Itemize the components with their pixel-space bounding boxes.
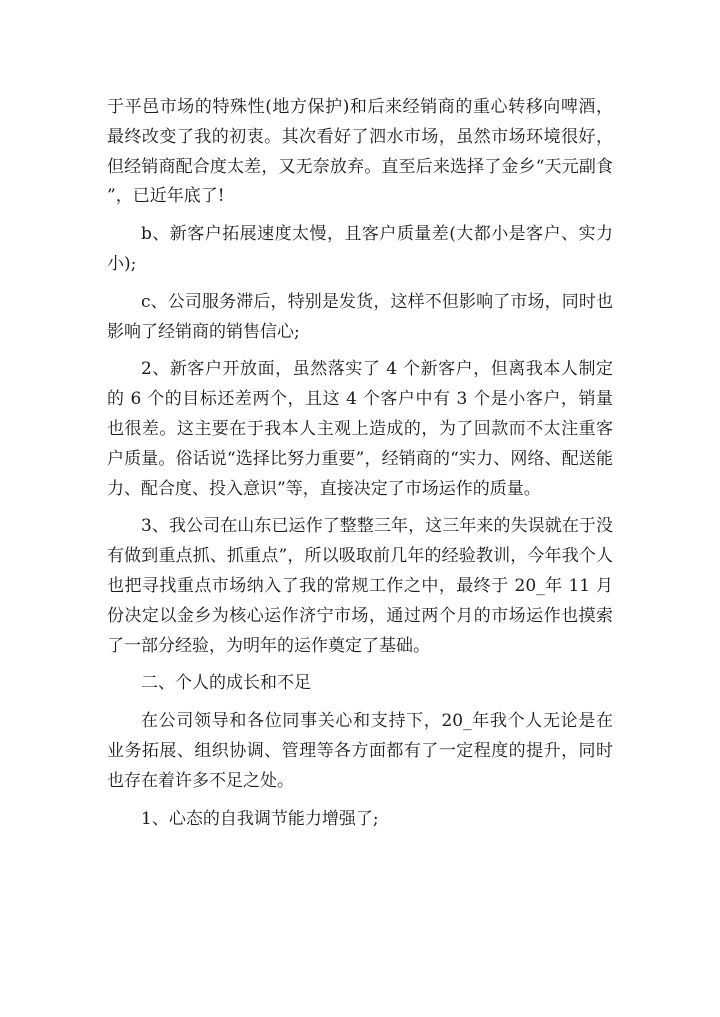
section-heading: 二、个人的成长和不足 <box>141 673 311 694</box>
paragraph-4: 2、新客户开放面，虽然落实了 4 个新客户，但离我本人制定的 6 个的目标还差两个，且这 4 个客户中有 3 个是小客户，销量也很差。这主要在于我本人主观上造成的，为了回款而不太注重客户质量。俗话说“选择比努力重要”，经销商的“实力、网络、配送能力、配合度、投入意识”等，直接决定了市场运作的质量。 <box>107 359 613 499</box>
paragraph-6: 在公司领导和各位同事关心和支持下，20_年我个人无论是在业务拓展、组织协调、管理等各方面都有了一定程度的提升，同时也存在着许多不足之处。 <box>107 711 613 791</box>
paragraph-2: b、新客户拓展速度太慢，且客户质量差(大都小是客户、实力小); <box>107 224 613 274</box>
paragraph-3: c、公司服务滞后，特别是发货，这样不但影响了市场，同时也影响了经销商的销售信心; <box>107 291 613 342</box>
document-body <box>107 93 613 842</box>
paragraph-1: 于平邑市场的特殊性(地方保护)和后来经销商的重心转移向啤酒，最终改变了我的初衷。其次看好了泗水市场，虽然市场环境很好，但经销商配合度太差，又无奈放弃。直至后来选择了金乡“天元副食”，已近年底了! <box>107 97 613 207</box>
paragraph-5: 3、我公司在山东已运作了整整三年，这三年来的失误就在于没有做到重点抓、抓重点”，所以吸取前几年的经验教训，今年我个人也把寻找重点市场纳入了我的常规工作之中，最终于 20_年 11 月份决定以金乡为核心运作济宁市场，通过两个月的市场运作也摸索了一部分经验，为明年的运作奠定了基础。 <box>107 516 613 656</box>
paragraph-7: 1、心态的自我调节能力增强了; <box>141 808 379 829</box>
